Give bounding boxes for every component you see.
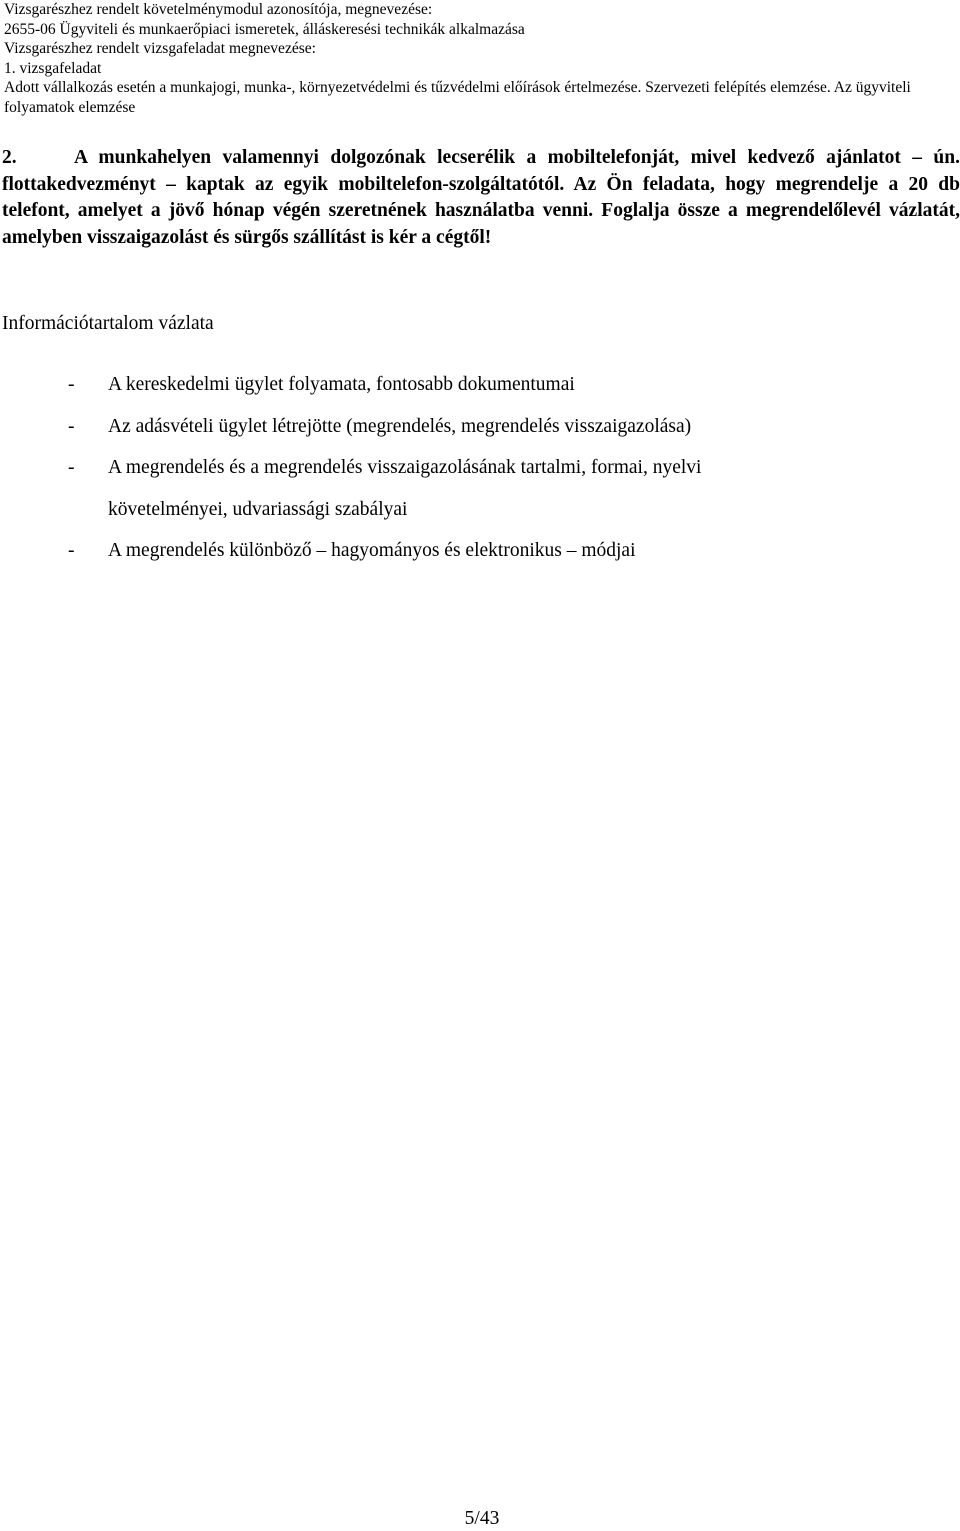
bullet-dash: - — [68, 374, 75, 395]
module-name: 2655-06 Ügyviteli és munkaerőpiaci ismeretek, álláskeresési technikák alkalmazása — [4, 20, 525, 38]
outline-title: Információtartalom vázlata — [2, 313, 214, 334]
document-header — [4, 0, 954, 117]
exam-task-number: 1. vizsgafeladat — [4, 59, 102, 77]
bullet-dash: - — [68, 457, 75, 478]
page-number: 5/43 — [464, 1508, 500, 1529]
bullet-dash: - — [68, 415, 75, 437]
module-id-label: Vizsgarészhez rendelt követelménymodul azonosítója, megnevezése: — [4, 1, 433, 18]
bullet-dash: - — [68, 540, 75, 561]
list-item-text: A kereskedelmi ügylet folyamata, fontosabb dokumentumai — [108, 374, 575, 395]
task-text: A munkahelyen valamennyi dolgozónak lecserélik a mobiltelefonját, mivel kedvező ajánlatot – ún. flottakedvezményt – kaptak az egyik mobiltelefon-szolgáltatótól. Az Ön feladata, hogy megrendelje a 20 db telefont, amelyet a jövő hónap végén szeretnének használatba venni. Foglalja össze a megrendelőlevél vázlatát, amelyben visszaigazolást és sürgős szállítást is kér a cégtől! — [2, 147, 960, 248]
list-item — [0, 447, 960, 530]
list-item — [0, 406, 960, 448]
list-item-continuation: követelményei, udvariassági szabályai — [108, 498, 408, 520]
list-item-text: A megrendelés különböző – hagyományos és elektronikus – módjai — [108, 540, 636, 561]
outline-list — [0, 364, 960, 572]
exam-task-description: Adott vállalkozás esetén a munkajogi, munka-, környezetvédelmi és tűzvédelmi előírások értelmezése. Szervezeti felépítés elemzése. Az ügyviteli folyamatok elemzése — [4, 79, 911, 116]
list-item-text: Az adásvételi ügylet létrejötte (megrendelés, megrendelés visszaigazolása) — [108, 415, 692, 437]
list-item-text: A megrendelés és a megrendelés visszaigazolásának tartalmi, formai, nyelvi — [108, 457, 702, 478]
exam-task-label: Vizsgarészhez rendelt vizsgafeladat megnevezése: — [4, 40, 316, 57]
page-footer — [0, 1507, 960, 1531]
list-item — [0, 530, 960, 572]
task-paragraph — [2, 145, 960, 251]
list-item — [0, 364, 960, 406]
task-number: 2. — [2, 147, 17, 168]
